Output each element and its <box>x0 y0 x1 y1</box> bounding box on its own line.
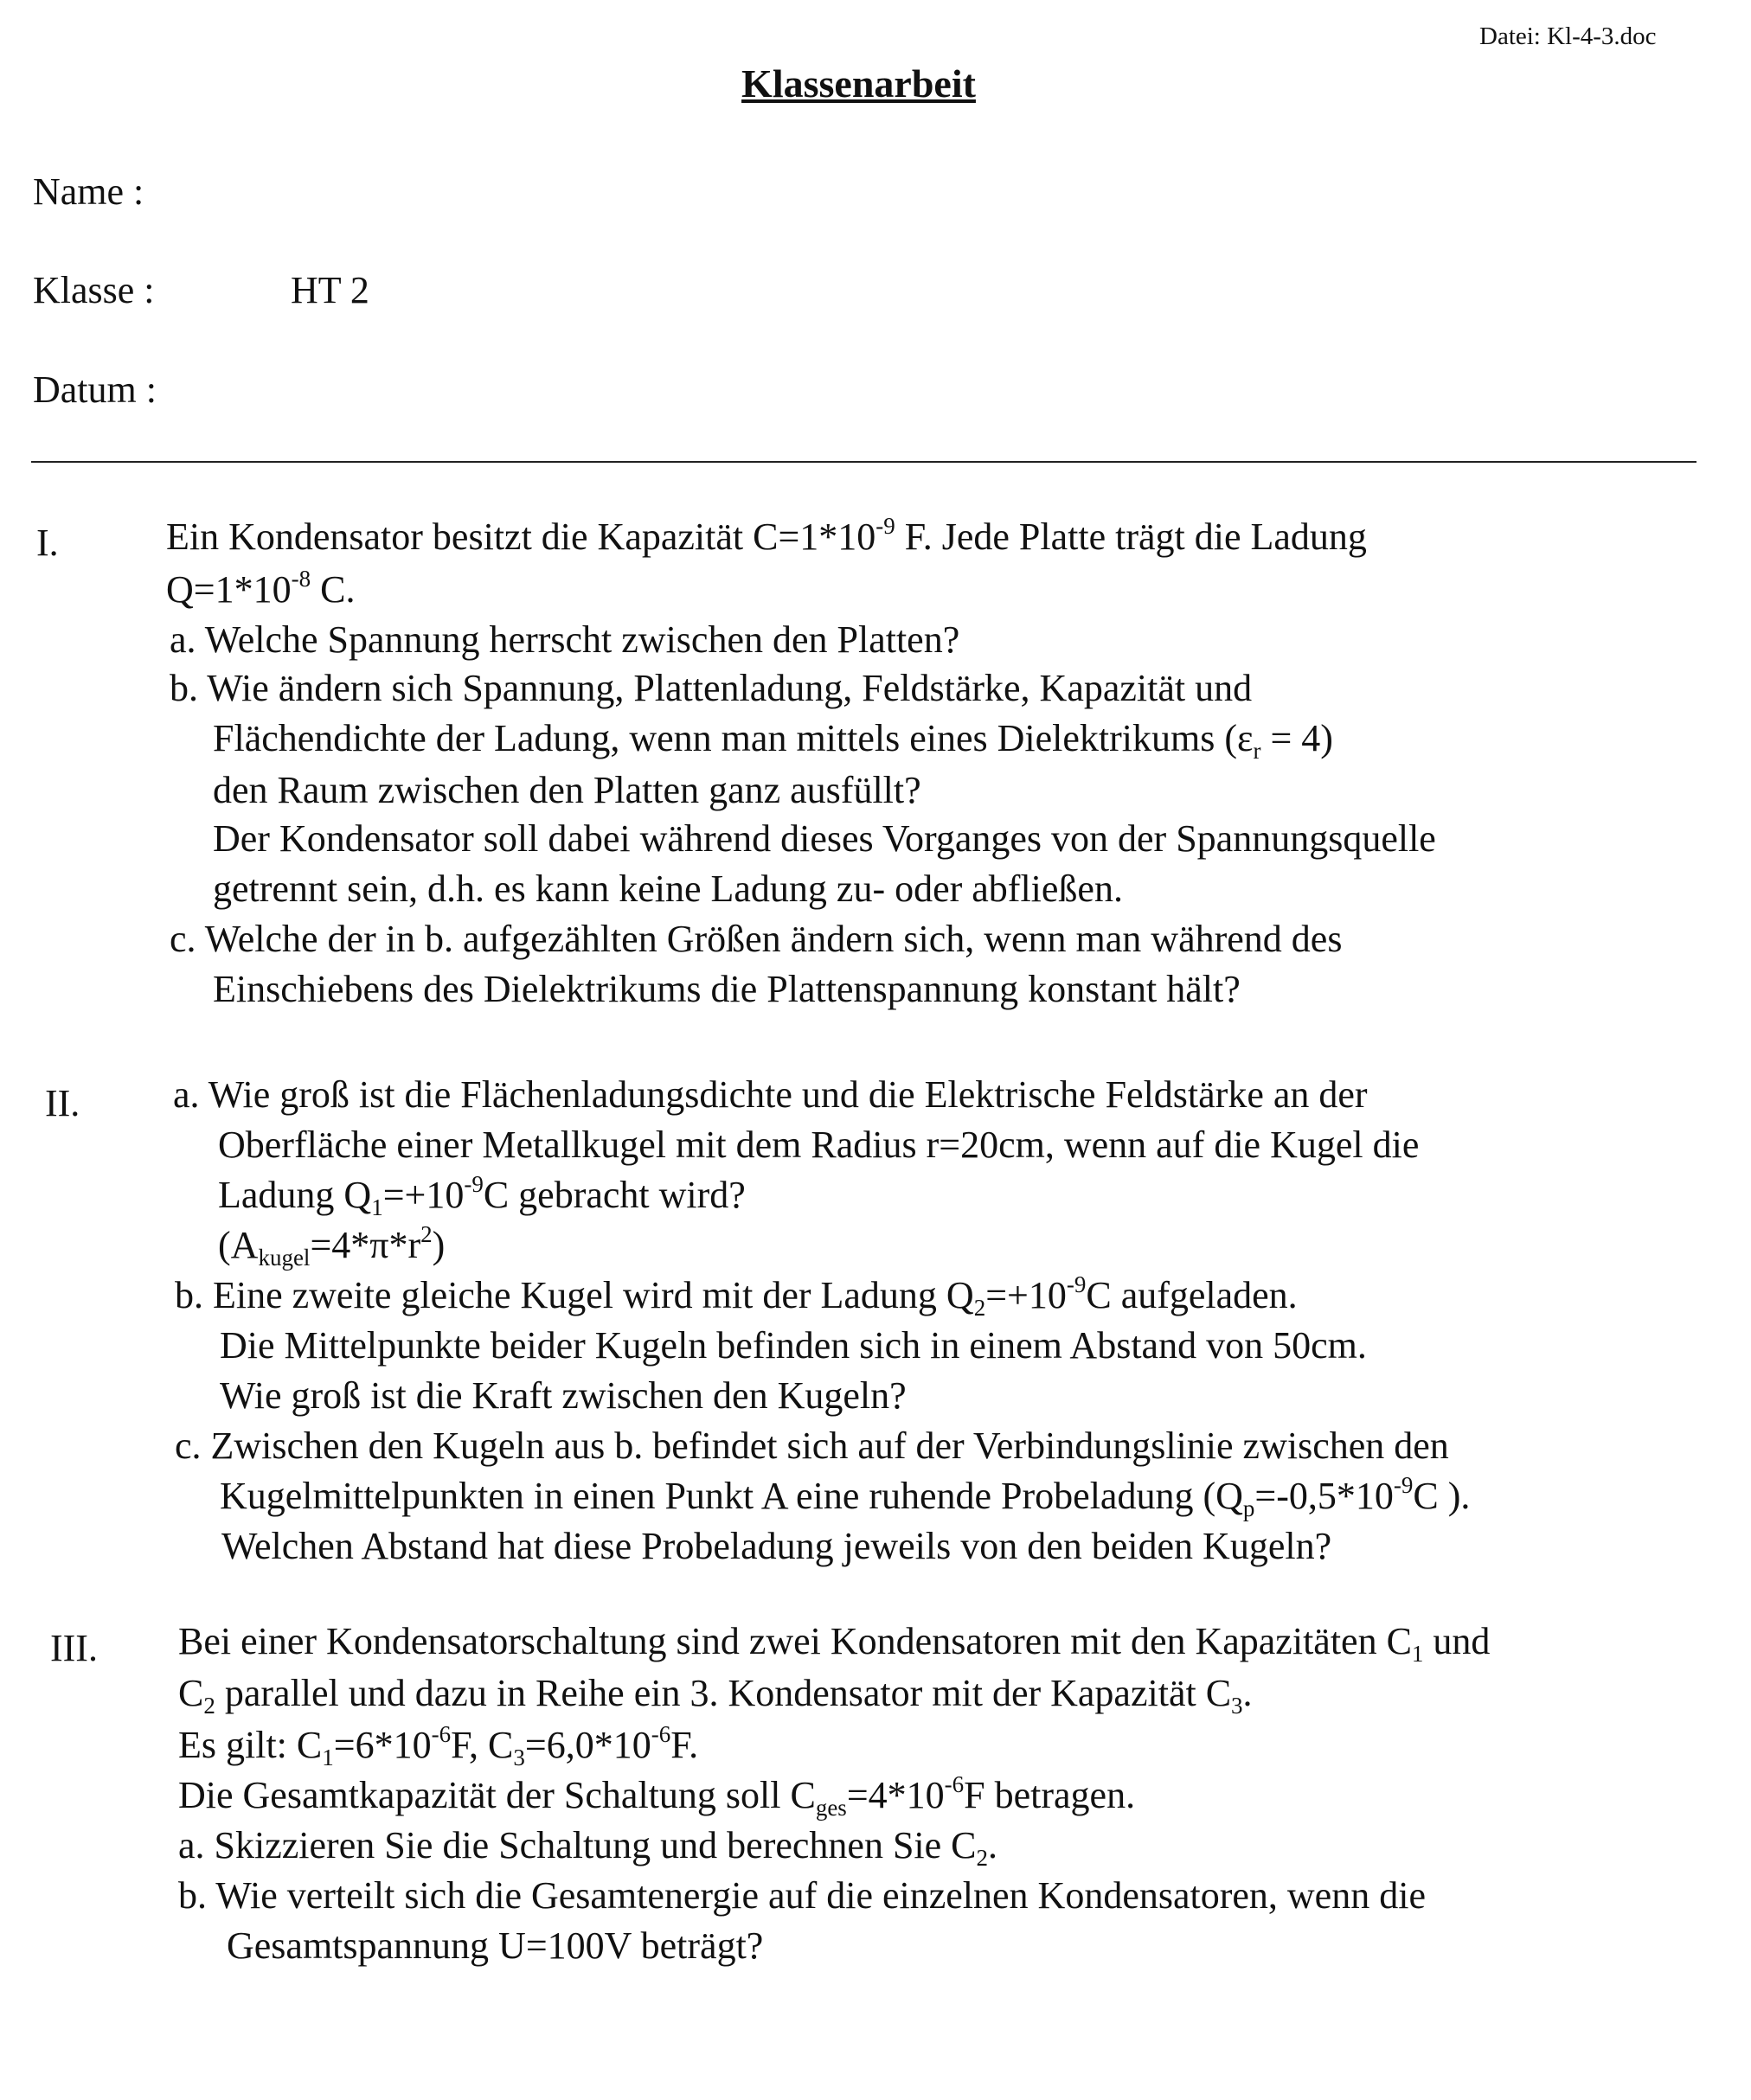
text-line: den Raum zwischen den Platten ganz ausfüllt? <box>213 769 921 811</box>
text-line: getrennt sein, d.h. es kann keine Ladung zu- oder abfließen. <box>213 868 1123 910</box>
question-number: II. <box>45 1082 80 1124</box>
text-line: Der Kondensator soll dabei während dieses Vorganges von der Spannungsquelle <box>213 817 1436 860</box>
text-line: Kugelmittelpunkten in einen Punkt A eine ruhende Probeladung ($Q_p=-0,5*10^{-9}C$ ). <box>220 1472 1471 1521</box>
text-line: Welchen Abstand hat diese Probeladung jeweils von den beiden Kugeln? <box>221 1525 1332 1567</box>
text-line: Die Mittelpunkte beider Kugeln befinden sich in einem Abstand von 50cm. <box>220 1324 1367 1367</box>
subquestion-b: b. Wie ändern sich Spannung, Plattenladung, Feldstärke, Kapazität und <box>170 667 1253 709</box>
text-line: Ladung $Q_1=+10^{-9}C$ gebracht wird? <box>218 1171 746 1220</box>
text-line: Oberfläche einer Metallkugel mit dem Radius r=20cm, wenn auf die Kugel die <box>218 1124 1420 1166</box>
separator-line <box>31 461 1696 463</box>
text-line: Es gilt: $C_1=6*10^{-6}F$, $C_3=6,0*10^{-6}F$. <box>178 1721 699 1770</box>
subquestion-b: b. Eine zweite gleiche Kugel wird mit der Ladung $Q_2=+10^{-9}C$ aufgeladen. <box>175 1271 1298 1321</box>
text-line: $Q=1*10^{-8}$ C. <box>166 566 356 611</box>
text-line: Einschiebens des Dielektrikums die Plattenspannung konstant hält? <box>213 968 1241 1010</box>
question-number: I. <box>36 522 59 564</box>
file-name: Datei: Kl-4-3.doc <box>1479 22 1657 50</box>
subquestion-c: c. Welche der in b. aufgezählten Größen ändern sich, wenn man während des <box>170 918 1343 960</box>
page-title: Klassenarbeit <box>741 61 976 106</box>
subquestion-c: c. Zwischen den Kugeln aus b. befindet sich auf der Verbindungslinie zwischen den <box>175 1425 1449 1467</box>
text-line: $C_2$ parallel und dazu in Reihe ein 3. Kondensator mit der Kapazität $C_3$. <box>178 1672 1253 1719</box>
subquestion-a: a. Welche Spannung herrscht zwischen den Platten? <box>170 618 960 661</box>
class-label: Klasse : <box>33 269 155 311</box>
text-line: Die Gesamtkapazität der Schaltung soll $C_{ges}=4*10^{-6}F$ betragen. <box>178 1771 1136 1821</box>
class-value: HT 2 <box>291 269 369 311</box>
text-line: Bei einer Kondensatorschaltung sind zwei Kondensatoren mit den Kapazitäten $C_1$ und <box>178 1620 1491 1667</box>
question-number: III. <box>50 1627 98 1669</box>
date-label: Datum : <box>33 368 157 411</box>
text-line: Ein Kondensator besitzt die Kapazität $C=1*10^{-9}$ F. Jede Platte trägt die Ladung <box>166 513 1367 558</box>
subquestion-a: a. Wie groß ist die Flächenladungsdichte und die Elektrische Feldstärke an der <box>173 1073 1368 1116</box>
subquestion-b: b. Wie verteilt sich die Gesamtenergie auf die einzelnen Kondensatoren, wenn die <box>178 1874 1426 1917</box>
subquestion-a: a. Skizzieren Sie die Schaltung und berechnen Sie $C_2$. <box>178 1824 998 1871</box>
text-line: Flächendichte der Ladung, wenn man mittels eines Dielektrikums $(\varepsilon_r = 4)$ <box>213 717 1333 764</box>
text-line: Wie groß ist die Kraft zwischen den Kugeln? <box>220 1374 907 1417</box>
text-line: Gesamtspannung U=100V beträgt? <box>227 1924 764 1967</box>
formula-hint: $(A_{kugel}=4*\pi*r^2)$ <box>218 1221 446 1271</box>
name-label: Name : <box>33 170 144 213</box>
